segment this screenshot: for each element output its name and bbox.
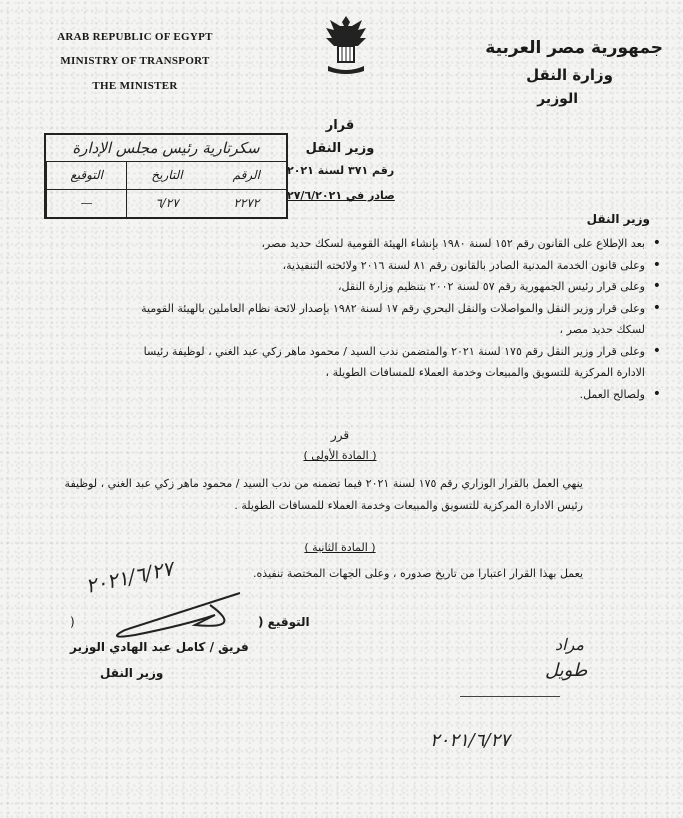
preamble-item: • وعلى قرار وزير النقل والمواصلات والنقل البحري رقم ١٧ لسنة ١٩٨٢ بإصدار لائحة نظام العاملين بالهيئة القومية لسكك حديد مصر ، xyxy=(125,298,645,341)
header-ar-country: جمهورية مصر العربية xyxy=(485,38,663,58)
handwritten-divider xyxy=(460,696,560,697)
preamble-item: • وعلى قرار رئيس الجمهورية رقم ٥٧ لسنة ٢٠٠٢ بتنظيم وزارة النقل، xyxy=(125,276,645,298)
article2-text: يعمل بهذا القرار اعتبارا من تاريخ صدوره ، وعلى الجهات المختصة تنفيذه. xyxy=(253,567,583,580)
decision-title: قرر xyxy=(330,428,350,442)
decree-number: رقم ٣٧١ لسنة ٢٠٢١ xyxy=(287,164,395,177)
header-en-country: ARAB REPUBLIC OF EGYPT xyxy=(57,31,213,43)
decree-issued-date: صادر في ٢٧/٦/٢٠٢١ xyxy=(287,189,395,202)
signature-label: التوقيع ( xyxy=(258,615,310,629)
handwritten-note-line1: مراد xyxy=(555,635,584,654)
stamp-value-number: ٢٢٧٢ xyxy=(233,196,260,210)
header-en-ministry: MINISTRY OF TRANSPORT xyxy=(60,55,210,67)
signatory-title: وزير النقل xyxy=(100,666,164,680)
signature-close-paren: ) xyxy=(70,615,75,629)
signatory-name: فريق / كامل عبد الهادي الوزير xyxy=(70,640,249,654)
handwritten-signature-date: ٢٠٢١/٦/٢٧ xyxy=(83,556,176,598)
header-ar-minister: الوزير xyxy=(537,91,578,107)
stamp-header-date: التاريخ xyxy=(126,162,206,189)
stamp-header-number: الرقم xyxy=(232,168,260,182)
preamble-title: وزير النقل xyxy=(586,212,650,226)
stamp-title: سكرتارية رئيس مجلس الإدارة xyxy=(46,135,286,162)
handwritten-note-line2: طويل xyxy=(545,660,588,681)
secretariat-stamp xyxy=(44,133,288,219)
handwritten-note-date: ٢٠٢١/٦/٢٧ xyxy=(430,730,510,751)
header-en-minister: THE MINISTER xyxy=(92,80,178,92)
eagle-emblem-icon xyxy=(318,12,374,74)
article1-text: ينهي العمل بالقرار الوزاري رقم ١٧٥ لسنة ٢٠٢١ فيما تضمنه من ندب السيد / محمود ماهر زكي عبد الغني ، لوظيفة رئيس الادارة المركزية للتسويق والمبيعات وخدمة العملاء للمسافات الطويلة . xyxy=(64,477,583,512)
article2-title: ( المادة الثانية ) xyxy=(304,541,376,554)
preamble-item: • وعلى قانون الخدمة المدنية الصادر بالقانون رقم ٨١ لسنة ٢٠١٦ ولائحته التنفيذية، xyxy=(125,255,645,277)
decree-issuer: وزير النقل xyxy=(305,141,375,156)
article1-title: ( المادة الأولى ) xyxy=(303,449,377,462)
preamble-list xyxy=(125,233,661,405)
minister-signature xyxy=(95,585,275,645)
decree-title: قرار xyxy=(325,118,355,133)
preamble-item: • بعد الإطلاع على القانون رقم ١٥٢ لسنة ١٩٨٠ بإنشاء الهيئة القومية لسكك حديد مصر، xyxy=(125,233,645,255)
stamp-header-signature: التوقيع xyxy=(46,162,126,189)
preamble-item: • ولصالح العمل. xyxy=(125,384,645,406)
header-ar-ministry: وزارة النقل xyxy=(526,66,613,84)
stamp-value-signature: — xyxy=(46,190,126,217)
stamp-value-date: ٦/٢٧ xyxy=(126,190,206,217)
preamble-item: • وعلى قرار وزير النقل رقم ١٧٥ لسنة ٢٠٢١ والمتضمن ندب السيد / محمود ماهر زكي عبد الغني ، لوظيفة رئيسا الادارة المركزية للتسويق والمبيعات وخدمة العملاء للمسافات الطويلة ، xyxy=(125,341,645,384)
